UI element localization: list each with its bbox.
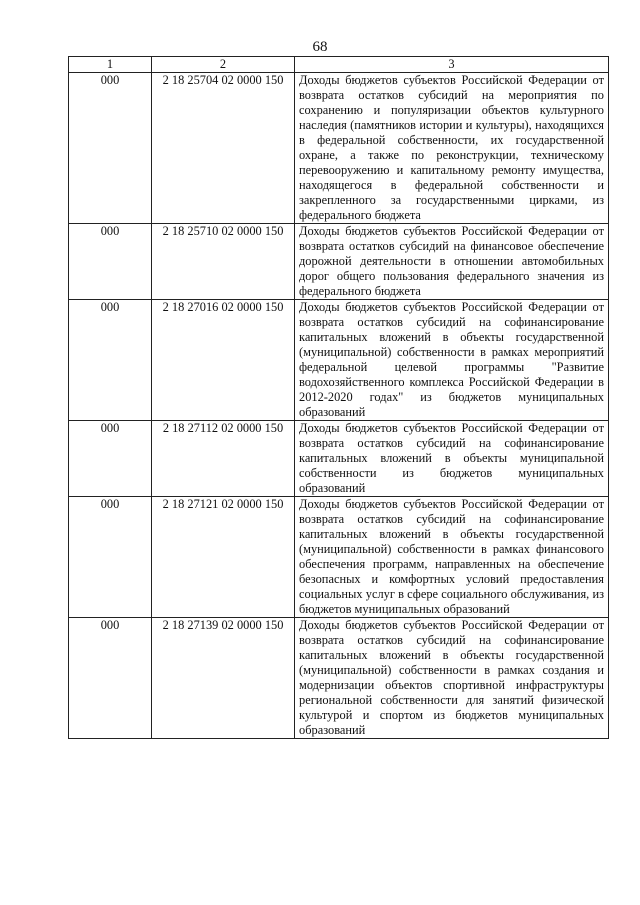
revenue-name-cell: Доходы бюджетов субъектов Российской Федерации от возврата остатков субсидий на софинансирование капитальных вложений в объекты государственной (муниципальной) собственности в рамках финансового обеспечения программ, направленных на обеспечение безопасных и комфортных условий предоставления социальных услуг в сфере социального обслуживания, из бюджетов муниципальных образований: [295, 497, 609, 618]
admin-code-cell: 000: [69, 421, 152, 497]
admin-code-cell: 000: [69, 73, 152, 224]
budget-code-cell: 2 18 27112 02 0000 150: [152, 421, 295, 497]
table-row: [69, 224, 609, 300]
budget-code-cell: 2 18 27121 02 0000 150: [152, 497, 295, 618]
budget-code-cell: 2 18 27016 02 0000 150: [152, 300, 295, 421]
admin-code-cell: 000: [69, 224, 152, 300]
table-header-row: [69, 57, 609, 73]
table-row: [69, 421, 609, 497]
admin-code-cell: 000: [69, 618, 152, 739]
page-number: 68: [312, 39, 328, 55]
admin-code-cell: 000: [69, 300, 152, 421]
table-row: [69, 497, 609, 618]
admin-code-cell: 000: [69, 497, 152, 618]
table-row: [69, 73, 609, 224]
budget-code-cell: 2 18 25710 02 0000 150: [152, 224, 295, 300]
column-header-3: 3: [295, 57, 609, 73]
revenue-name-cell: Доходы бюджетов субъектов Российской Федерации от возврата остатков субсидий на мероприятия по сохранению и популяризации объектов культурного наследия (памятников истории и культуры), находящихся в федеральной собственности, их государственной охране, а также по реконструкции, техническому перевооружению и капитальному ремонту имущества, находящегося в федеральной собственности и закрепленного за государственными цирками, из федерального бюджета: [295, 73, 609, 224]
budget-code-cell: 2 18 25704 02 0000 150: [152, 73, 295, 224]
column-header-2: 2: [152, 57, 295, 73]
revenue-name-cell: Доходы бюджетов субъектов Российской Федерации от возврата остатков субсидий на финансовое обеспечение дорожной деятельности в отношении автомобильных дорог общего пользования федерального значения из федерального бюджета: [295, 224, 609, 300]
revenue-name-cell: Доходы бюджетов субъектов Российской Федерации от возврата остатков субсидий на софинансирование капитальных вложений в объекты государственной (муниципальной) собственности в рамках создания и модернизации объектов спортивной инфраструктуры региональной собственности для занятий физической культурой и спортом из бюджетов муниципальных образований: [295, 618, 609, 739]
revenue-codes-table: [68, 56, 609, 739]
revenue-name-cell: Доходы бюджетов субъектов Российской Федерации от возврата остатков субсидий на софинансирование капитальных вложений в объекты муниципальной собственности из бюджетов муниципальных образований: [295, 421, 609, 497]
column-header-1: 1: [69, 57, 152, 73]
budget-code-cell: 2 18 27139 02 0000 150: [152, 618, 295, 739]
revenue-name-cell: Доходы бюджетов субъектов Российской Федерации от возврата остатков субсидий на софинансирование капитальных вложений в объекты государственной (муниципальной) собственности в рамках мероприятий федеральной целевой программы "Развитие водохозяйственного комплекса Российской Федерации в 2012-2020 годах" из бюджетов муниципальных образований: [295, 300, 609, 421]
table-row: [69, 300, 609, 421]
table-row: [69, 618, 609, 739]
